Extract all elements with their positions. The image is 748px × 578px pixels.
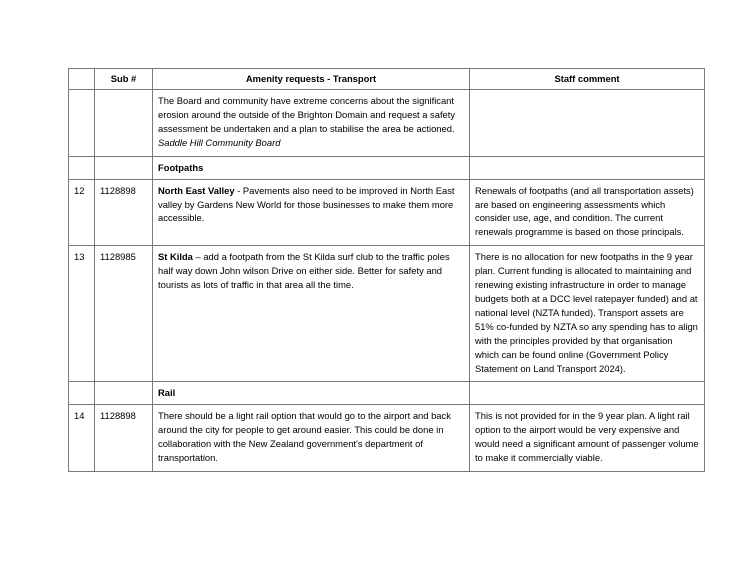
row-request <box>153 179 470 246</box>
table-row <box>69 179 705 246</box>
cell-request <box>153 90 470 157</box>
request-attribution: Saddle Hill Community Board <box>158 136 281 148</box>
row-request <box>153 246 470 382</box>
cell-comment <box>470 90 705 157</box>
header-amenity-requests: Amenity requests - Transport <box>153 69 470 90</box>
section-title-rail: Rail <box>153 382 470 405</box>
row-request: There should be a light rail option that would go to the airport and back around the city for people to get around easier. This could be done in collaboration with the New Zealand government's department of transportation. <box>153 405 470 472</box>
request-text: - Pavements also need to be improved in North East valley by Gardens New World for those businesses to make them more accessible. <box>158 184 455 224</box>
cell-comment <box>470 156 705 179</box>
row-sub-number: 1128985 <box>95 246 153 382</box>
cell-sub <box>95 156 153 179</box>
cell-number <box>69 382 95 405</box>
header-sub-number: Sub # <box>95 69 153 90</box>
request-location: North East Valley <box>158 184 235 196</box>
cell-number <box>69 156 95 179</box>
row-number: 13 <box>69 246 95 382</box>
cell-comment <box>470 382 705 405</box>
row-staff-comment: Renewals of footpaths (and all transportation assets) are based on engineering assessments which consider use, age, and condition. The current renewals programme is based on those principals. <box>470 179 705 246</box>
table-row <box>69 405 705 472</box>
row-sub-number: 1128898 <box>95 405 153 472</box>
section-row-footpaths <box>69 156 705 179</box>
table-header-row <box>69 69 705 90</box>
row-sub-number: 1128898 <box>95 179 153 246</box>
amenity-requests-table <box>68 68 705 472</box>
section-row-rail <box>69 382 705 405</box>
row-staff-comment: This is not provided for in the 9 year plan. A light rail option to the airport would be very expensive and would need a significant amount of passenger volume to make it commercially viable. <box>470 405 705 472</box>
header-number <box>69 69 95 90</box>
request-text: – add a footpath from the St Kilda surf club to the traffic poles half way down John wilson Drive on either side. Better for safety and tourists as lots of traffic in that area all the time. <box>158 251 450 291</box>
cell-sub <box>95 90 153 157</box>
header-staff-comment: Staff comment <box>470 69 705 90</box>
table-row <box>69 246 705 382</box>
table-row-continued <box>69 90 705 157</box>
row-number: 12 <box>69 179 95 246</box>
section-title-footpaths: Footpaths <box>153 156 470 179</box>
row-staff-comment: There is no allocation for new footpaths in the 9 year plan. Current funding is allocated to maintaining and renewing existing infrastructure in order to manage budgets both at a DCC level ratepayer funded) and at national level (NZTA funded). Transport assets are 51% co-funded by NZTA so any spending has to align with the principles provided by that organisation which can be found online (Government Policy Statement on Land Transport 2024). <box>470 246 705 382</box>
cell-number <box>69 90 95 157</box>
row-number: 14 <box>69 405 95 472</box>
request-text: The Board and community have extreme concerns about the significant erosion around the outside of the Brighton Domain and request a safety assessment be undertaken and a plan to stabilise the area be actioned. <box>158 95 456 134</box>
request-location: St Kilda <box>158 251 193 263</box>
cell-sub <box>95 382 153 405</box>
